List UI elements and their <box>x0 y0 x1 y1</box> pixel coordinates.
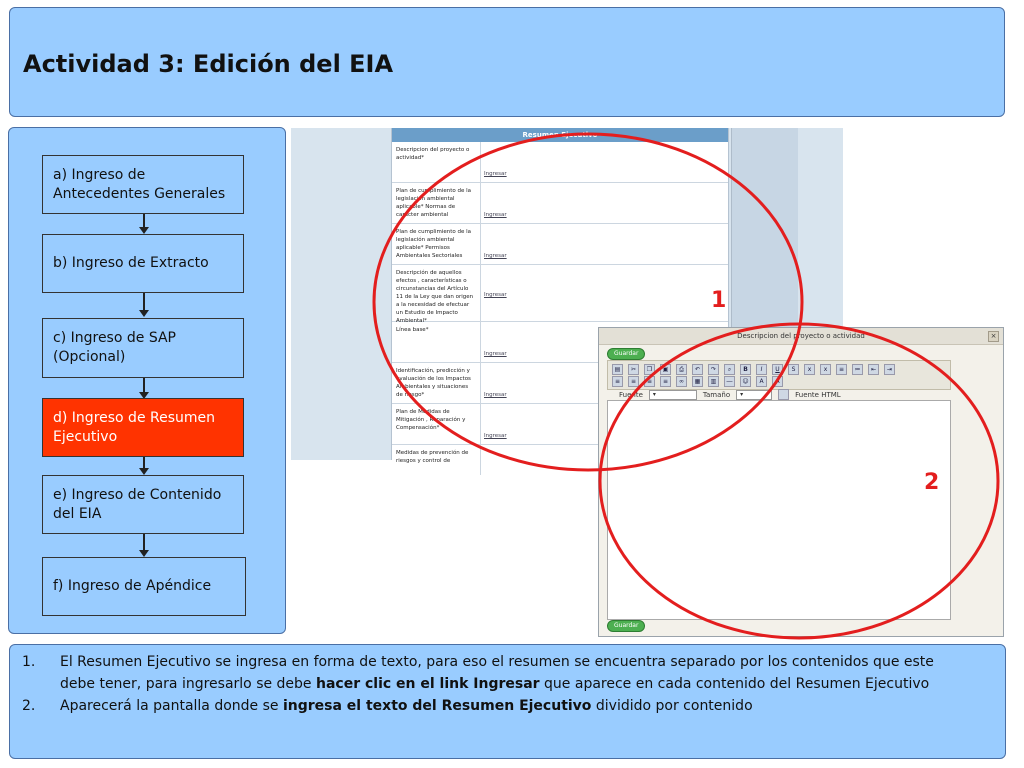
superscript-icon[interactable]: x <box>820 364 831 375</box>
strike-icon[interactable]: S <box>788 364 799 375</box>
ingresar-link[interactable]: Ingresar <box>484 392 507 398</box>
bold-icon[interactable]: B <box>740 364 751 375</box>
step-sap: c) Ingreso de SAP (Opcional) <box>42 318 244 378</box>
copy-icon[interactable]: ❐ <box>644 364 655 375</box>
notes-panel <box>9 644 1006 759</box>
close-icon[interactable]: × <box>988 331 999 342</box>
form-header: Resumen Ejecutivo <box>392 128 728 142</box>
underline-icon[interactable]: U <box>772 364 783 375</box>
italic-icon[interactable]: I <box>756 364 767 375</box>
outdent-icon[interactable]: ⇤ <box>868 364 879 375</box>
numbered-list-icon[interactable]: ≡ <box>836 364 847 375</box>
marker-1: 1 <box>711 288 727 313</box>
rule-icon[interactable]: ― <box>724 376 735 387</box>
note-text: Aparecerá la pantalla donde se <box>60 698 283 714</box>
size-select[interactable]: ▾ <box>736 390 772 400</box>
note-number: 2. <box>22 698 36 714</box>
ingresar-link[interactable]: Ingresar <box>484 212 507 218</box>
font-label: Fuente <box>619 390 643 399</box>
paste-icon[interactable]: ▣ <box>660 364 671 375</box>
print-icon[interactable]: ⎙ <box>676 364 687 375</box>
text-color-icon[interactable]: A <box>756 376 767 387</box>
step-antecedentes: a) Ingreso de Antecedentes Generales <box>42 155 244 214</box>
image-icon[interactable]: ▦ <box>692 376 703 387</box>
justify-icon[interactable]: ≡ <box>660 376 671 387</box>
save-button-bottom[interactable]: Guardar <box>607 620 645 632</box>
indent-icon[interactable]: ⇥ <box>884 364 895 375</box>
subscript-icon[interactable]: x <box>804 364 815 375</box>
note-text: debe tener, para ingresarlo se debe <box>60 676 316 692</box>
note-number: 1. <box>22 654 36 670</box>
bullet-list-icon[interactable]: ≔ <box>852 364 863 375</box>
step-extracto: b) Ingreso de Extracto <box>42 234 244 293</box>
note-text: El Resumen Ejecutivo se ingresa en forma de texto, para eso el resumen se encuentra separado por los contenidos que este <box>60 654 934 670</box>
find-icon[interactable]: ⌕ <box>724 364 735 375</box>
page-title: Actividad 3: Edición del EIA <box>23 50 394 78</box>
note-2 <box>22 695 753 717</box>
font-select[interactable]: ▾ <box>649 390 697 400</box>
note-emphasis: hacer clic en el link Ingresar <box>316 676 540 692</box>
note-emphasis: ingresa el texto del Resumen Ejecutivo <box>282 698 592 714</box>
row-label: Plan de cumplimiento de la legislación ambiental aplicable* Permisos Ambientales Sectoriales <box>396 229 472 259</box>
row-label: Medidas de prevención de riesgos y control de <box>396 450 469 464</box>
ingresar-link[interactable]: Ingresar <box>484 171 507 177</box>
align-center-icon[interactable]: ≡ <box>628 376 639 387</box>
background-color-icon[interactable]: A <box>772 376 783 387</box>
highlight-circle-1 <box>374 134 802 470</box>
step-contenido: e) Ingreso de Contenido del EIA <box>42 475 244 534</box>
ingresar-link[interactable]: Ingresar <box>484 253 507 259</box>
marker-2: 2 <box>924 470 940 495</box>
note-text: dividido por contenido <box>591 698 753 714</box>
ingresar-link[interactable]: Ingresar <box>484 433 507 439</box>
row-label: Línea base* <box>396 327 429 333</box>
step-resumen-ejecutivo: d) Ingreso de Resumen Ejecutivo <box>42 398 244 457</box>
note-1 <box>22 651 934 695</box>
ingresar-link[interactable]: Ingresar <box>484 351 507 357</box>
row-label: Plan de cumplimiento de la legislación ambiental aplicable* Normas de caracter ambiental <box>396 188 472 218</box>
size-label: Tamaño <box>702 390 731 399</box>
table-icon[interactable]: ▥ <box>708 376 719 387</box>
save-button[interactable]: Guardar <box>607 348 645 360</box>
note-text: que aparece en cada contenido del Resumen Ejecutivo <box>539 676 930 692</box>
smiley-icon[interactable]: ☺ <box>740 376 751 387</box>
cut-icon[interactable]: ✂ <box>628 364 639 375</box>
html-source-label: Fuente HTML <box>795 390 841 399</box>
source-icon[interactable]: ▤ <box>612 364 623 375</box>
align-left-icon[interactable]: ≡ <box>612 376 623 387</box>
row-label: Plan de Medidas de Mitigación , Reparación y Compensación* <box>396 409 466 431</box>
editor-title: Descripcion del proyecto o actividad <box>737 332 865 340</box>
ingresar-link[interactable]: Ingresar <box>484 292 507 298</box>
row-label: Identificación, predicción y evaluación de los Impactos Ambientales y situaciones de riesgo* <box>396 368 471 398</box>
undo-icon[interactable]: ↶ <box>692 364 703 375</box>
row-label: Descripcion del proyecto o actividad* <box>396 147 470 161</box>
align-right-icon[interactable]: ≡ <box>644 376 655 387</box>
link-icon[interactable]: ∞ <box>676 376 687 387</box>
redo-icon[interactable]: ↷ <box>708 364 719 375</box>
row-label: Descripción de aquellos efectos , características o circunstancias del Artículo 11 de la Ley que dan origen a la necesidad de efectuar un Estudio de Impacto Ambiental* <box>396 270 474 324</box>
step-apendice: f) Ingreso de Apéndice <box>42 557 246 616</box>
